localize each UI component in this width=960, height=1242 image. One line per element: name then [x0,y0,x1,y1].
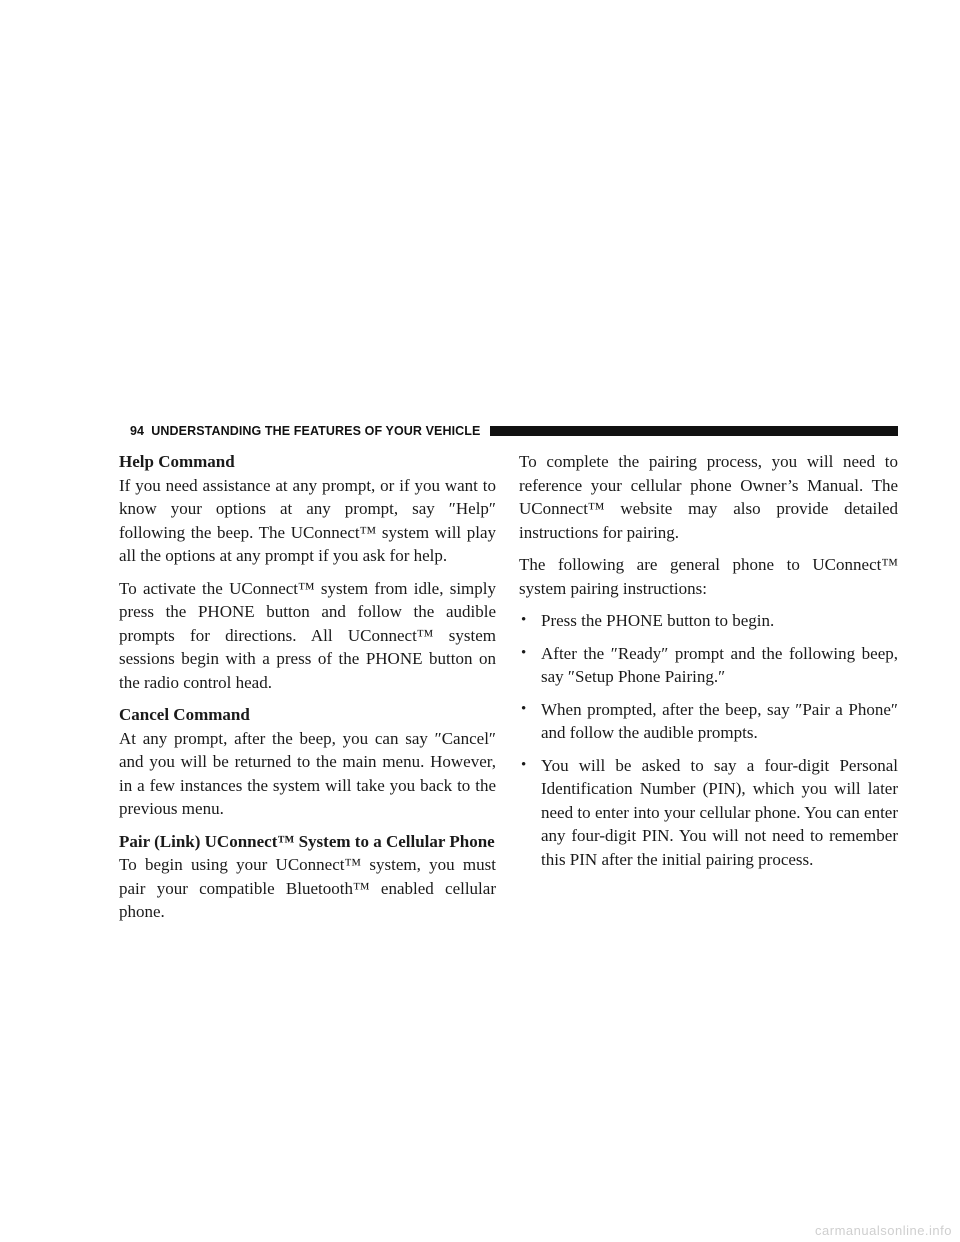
pair-heading: Pair (Link) UConnect™ System to a Cellular Phone [119,831,495,851]
section-title: UNDERSTANDING THE FEATURES OF YOUR VEHICLE [151,424,481,438]
list-item-text: Press the PHONE button to begin. [541,611,775,630]
right-column [519,450,898,880]
bullet-icon: • [521,700,527,717]
page-number: 94 [130,424,145,438]
list-item [519,698,898,745]
list-item [519,609,898,633]
list-item-text: When prompted, after the beep, say ″Pair a Phone″ and follow the audible prompts. [541,699,898,742]
activate-paragraph: To activate the UConnect™ system from idle, simply press the PHONE button and follow the audible prompts for directions. All UConnect™ system sessions begin with a press of the PHONE button on the radio control head. [119,578,496,692]
cancel-command-heading: Cancel Command [119,705,250,724]
list-item-text: You will be asked to say a four-digit Personal Identification Number (PIN), which you will later need to enter into your cellular phone. You can enter any four-digit PIN. You will not need to remember this PIN after the initial pairing process. [541,755,898,869]
bullet-icon: • [521,756,527,773]
list-item-text: After the ″Ready″ prompt and the following beep, say ″Setup Phone Pairing.″ [541,643,898,686]
list-item [519,754,898,872]
cancel-command-paragraph: At any prompt, after the beep, you can say ″Cancel″ and you will be returned to the main menu. However, in a few instances the system will take you back to the previous menu. [119,728,496,818]
header-label [130,424,480,438]
watermark: carmanualsonline.info [815,1223,952,1238]
page-header [130,421,898,441]
pairing-steps-list [519,609,898,871]
pairing-instructions-lead: The following are general phone to UConnect™ system pairing instructions: [519,555,898,598]
pairing-intro-paragraph: To complete the pairing process, you will need to reference your cellular phone Owner’s Manual. The UConnect™ website may also provide detailed instructions for pairing. [519,452,898,542]
pair-paragraph: To begin using your UConnect™ system, you must pair your compatible Bluetooth™ enabled cellular phone. [119,855,496,921]
list-item [519,642,898,689]
left-column [119,450,496,928]
bullet-icon: • [521,644,527,661]
bullet-icon: • [521,612,527,628]
help-command-paragraph: If you need assistance at any prompt, or if you want to know your options at any prompt, say ″Help″ following the beep. The UConnect™ system will play all the options at any prompt if you ask for help. [119,475,496,565]
header-rule [490,426,898,436]
help-command-heading: Help Command [119,452,235,471]
